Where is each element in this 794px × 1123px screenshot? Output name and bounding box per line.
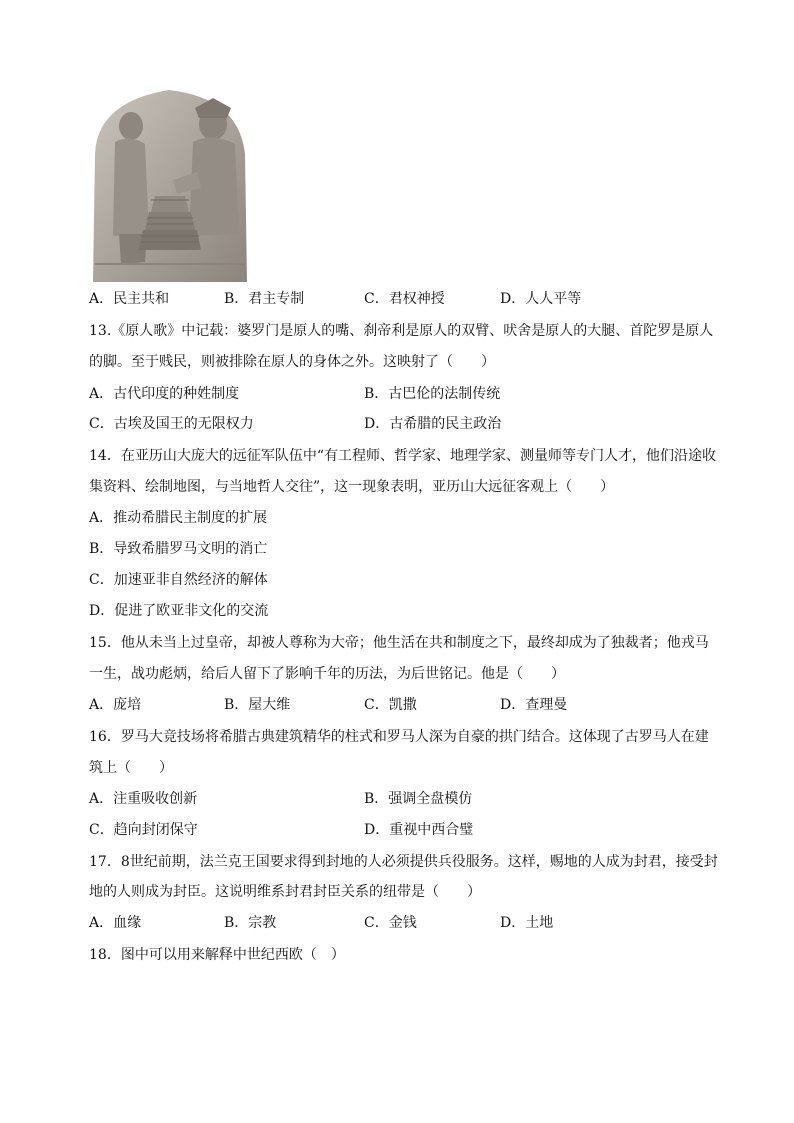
q17-stem-line1: 17．8世纪前期，法兰克王国要求得到封地的人必须提供兵役服务。这样，赐地的人成为封君，接受封 — [89, 854, 718, 870]
q17-option-a: A．血缘 — [89, 915, 142, 931]
q13-stem-line1: 13.《原人歌》中记载：婆罗门是原人的嘴、刹帝利是原人的双臂、吠舍是原人的大腿、首陀罗是原人 — [89, 323, 714, 339]
q13-option-a: A．古代印度的种姓制度 — [89, 386, 240, 402]
q15-option-a: A．庞培 — [89, 697, 142, 713]
q17-stem-line2: 地的人则成为封臣。这说明维系封君封臣关系的纽带是（ ） — [89, 884, 481, 900]
q14-stem-line2: 集资料、绘制地图，与当地哲人交往”，这一现象表明，亚历山大远征客观上（ ） — [89, 479, 615, 495]
q15-stem-line1: 15．他从未当上过皇帝，却被人尊称为大帝；他生活在共和制度之下，最终却成为了独裁者；他戎马 — [89, 635, 709, 651]
stele-image — [89, 84, 251, 282]
q15-option-d: D．查理曼 — [500, 697, 568, 713]
q12-option-d: D．人人平等 — [500, 291, 582, 307]
q15-stem-line2: 一生，战功彪炳，给后人留下了影响千年的历法，为后世铭记。他是（ ） — [89, 666, 565, 682]
q14-option-a: A．推动希腊民主制度的扩展 — [89, 510, 268, 526]
q12-option-a: A．民主共和 — [89, 291, 170, 307]
q14-option-d: D．促进了欧亚非文化的交流 — [89, 603, 269, 619]
q13-option-c: C．古埃及国王的无限权力 — [89, 416, 254, 432]
q16-option-a: A．注重吸收创新 — [89, 791, 198, 807]
q13-stem-line2: 的脚。至于贱民，则被排除在原人的身体之外。这映射了（ ） — [89, 354, 495, 370]
q18-stem-line1: 18．图中可以用来解释中世纪西欧（ ） — [89, 947, 345, 963]
q16-stem-line1: 16．罗马大竞技场将希腊古典建筑精华的柱式和罗马人深为自豪的拱门结合。这体现了古罗马人在建 — [89, 729, 709, 745]
q12-option-c: C．君权神授 — [364, 291, 445, 307]
q16-option-b: B．强调全盘模仿 — [364, 791, 473, 807]
q17-option-c: C．金钱 — [364, 915, 417, 931]
q13-option-b: B．古巴伦的法制传统 — [364, 386, 501, 402]
q15-option-c: C．凯撒 — [364, 697, 417, 713]
q17-option-d: D．土地 — [500, 915, 554, 931]
q14-stem-line1: 14．在亚历山大庞大的远征军队伍中“有工程师、哲学家、地理学家、测量师等专门人才，他们沿途收 — [89, 448, 716, 464]
q16-option-c: C．趋向封闭保守 — [89, 822, 198, 838]
q14-option-b: B．导致希腊罗马文明的消亡 — [89, 541, 268, 557]
q12-option-b: B．君主专制 — [224, 291, 305, 307]
q16-stem-line2: 筑上（ ） — [89, 760, 173, 776]
q17-option-b: B．宗教 — [224, 915, 277, 931]
q16-option-d: D．重视中西合璧 — [364, 822, 474, 838]
q14-option-c: C．加速亚非自然经济的解体 — [89, 572, 268, 588]
q15-option-b: B．屋大维 — [224, 697, 291, 713]
q13-option-d: D．古希腊的民主政治 — [364, 416, 502, 432]
